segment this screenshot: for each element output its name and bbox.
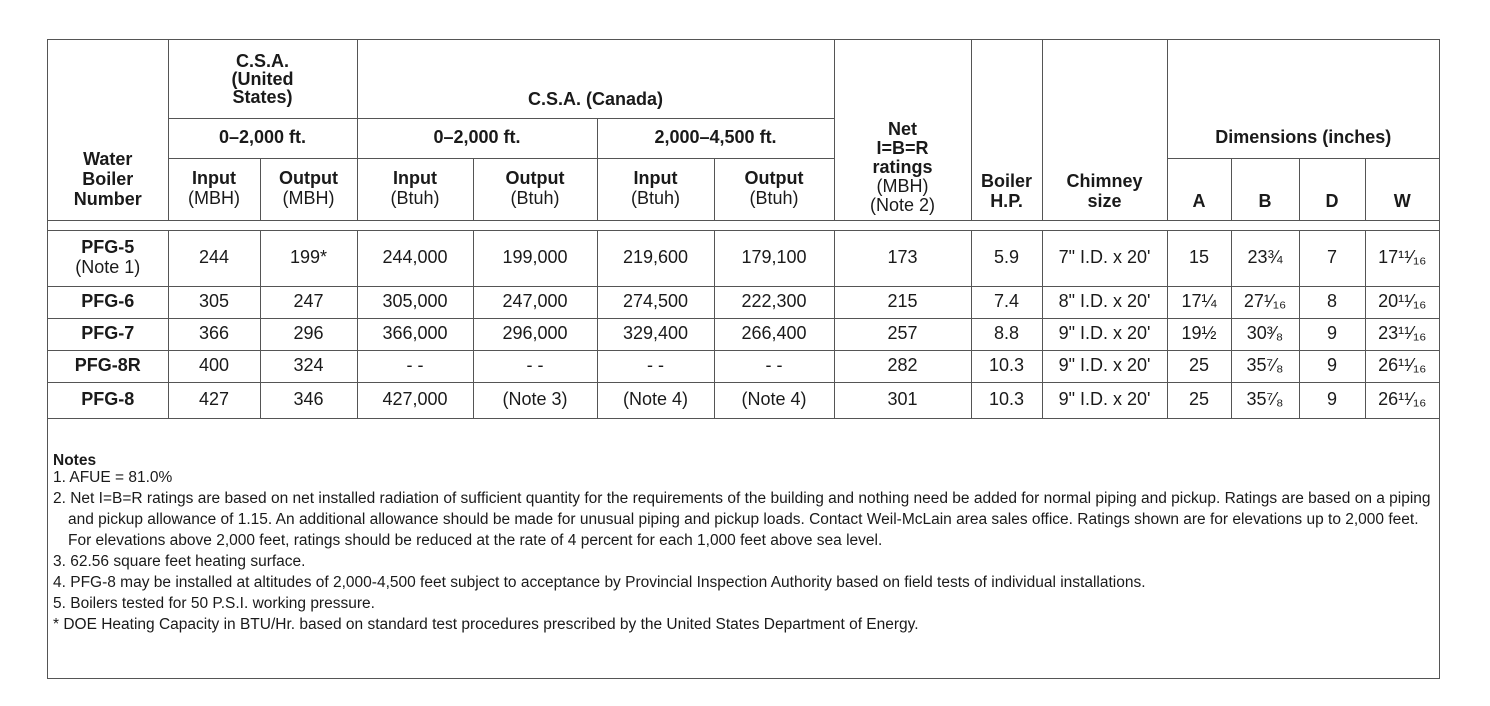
cell-w: 20¹¹⁄₁₆: [1365, 286, 1439, 318]
cell-a: 15: [1167, 230, 1231, 286]
table-row: [48, 350, 1439, 382]
cell-b: 35⁷⁄₈: [1231, 350, 1299, 382]
cell-ca-input-high: 274,500: [597, 286, 714, 318]
table-row: [48, 382, 1439, 418]
cell-b: 30³⁄₈: [1231, 318, 1299, 350]
cell-ca-output-high: (Note 4): [714, 382, 834, 418]
cell-ca-output-low: (Note 3): [473, 382, 597, 418]
cell-ca-input-high: 329,400: [597, 318, 714, 350]
note-3: 3. 62.56 square feet heating surface.: [53, 553, 306, 570]
cell-d: 9: [1299, 318, 1365, 350]
header-ca-output-low: Output (Btuh): [473, 158, 597, 220]
model-cell: PFG-6: [48, 286, 168, 318]
header-dimensions: Dimensions (inches): [1167, 118, 1439, 158]
cell-net: 257: [834, 318, 971, 350]
cell-d: 9: [1299, 350, 1365, 382]
cell-ca-output-high: 222,300: [714, 286, 834, 318]
cell-ca-output-low: 247,000: [473, 286, 597, 318]
cell-us-output: 199*: [260, 230, 357, 286]
cell-ca-input-low: 366,000: [357, 318, 473, 350]
boiler-spec-table: [48, 40, 1439, 428]
cell-w: 26¹¹⁄₁₆: [1365, 350, 1439, 382]
table-row: [48, 286, 1439, 318]
header-row-2: [48, 118, 1439, 158]
cell-b: 23¾: [1231, 230, 1299, 286]
cell-hp: 7.4: [971, 286, 1042, 318]
cell-net: 173: [834, 230, 971, 286]
cell-hp: 10.3: [971, 382, 1042, 418]
cell-ca-input-high: 219,600: [597, 230, 714, 286]
model-cell: PFG-5 (Note 1): [48, 230, 168, 286]
model-cell: PFG-7: [48, 318, 168, 350]
notes-title: Notes: [53, 452, 97, 469]
header-ca-input-low: Input (Btuh): [357, 158, 473, 220]
model-cell: PFG-8R: [48, 350, 168, 382]
note-4: 4. PFG-8 may be installed at altitudes of 2,000-4,500 feet subject to acceptance by Provincial Inspection Authority based on field tests of individual installations.: [53, 574, 1146, 591]
header-row-3: [48, 158, 1439, 220]
cell-ca-output-high: 266,400: [714, 318, 834, 350]
cell-us-input: 366: [168, 318, 260, 350]
cell-hp: 5.9: [971, 230, 1042, 286]
cell-hp: 8.8: [971, 318, 1042, 350]
cell-a: 25: [1167, 382, 1231, 418]
cell-chimney: 8" I.D. x 20': [1042, 286, 1167, 318]
cell-us-output: 346: [260, 382, 357, 418]
header-boiler-hp: Boiler H.P.: [971, 158, 1042, 220]
cell-ca-input-low: 244,000: [357, 230, 473, 286]
cell-us-input: 244: [168, 230, 260, 286]
cell-b: 27¹⁄₁₆: [1231, 286, 1299, 318]
header-csa-us: C.S.A. (United States): [168, 40, 357, 118]
spec-table-frame: [47, 39, 1440, 679]
cell-ca-input-low: 305,000: [357, 286, 473, 318]
header-altitude-canada-high: 2,000–4,500 ft.: [597, 118, 834, 158]
header-ca-input-high: Input (Btuh): [597, 158, 714, 220]
cell-chimney: 9" I.D. x 20': [1042, 382, 1167, 418]
cell-w: 17¹¹⁄₁₆: [1365, 230, 1439, 286]
cell-b: 35⁷⁄₈: [1231, 382, 1299, 418]
cell-ca-output-low: 296,000: [473, 318, 597, 350]
cell-ca-input-high: - -: [597, 350, 714, 382]
cell-us-output: 296: [260, 318, 357, 350]
cell-us-input: 305: [168, 286, 260, 318]
cell-d: 8: [1299, 286, 1365, 318]
cell-net: 215: [834, 286, 971, 318]
header-us-output: Output (MBH): [260, 158, 357, 220]
cell-chimney: 7" I.D. x 20': [1042, 230, 1167, 286]
table-row: [48, 230, 1439, 286]
header-csa-canada: C.S.A. (Canada): [357, 40, 834, 118]
header-row-1: [48, 40, 1439, 118]
note-2: 2. Net I=B=R ratings are based on net installed radiation of sufficient quantity for the requirements of the building and nothing need be added for normal piping and pickup. Ratings are based on a piping and pickup allowance of 1.15. An additional allowance should be made for unusual piping and pickup loads. Contact Weil-McLain area sales office. Ratings shown are for elevations up to 2,000 feet. For elevations above 2,000 feet, ratings should be reduced at the rate of 4 percent for each 1,000 feet above sea level.: [53, 490, 1431, 549]
note-star: * DOE Heating Capacity in BTU/Hr. based on standard test procedures prescribed by the United States Department of Energy.: [53, 616, 919, 633]
cell-ca-input-low: 427,000: [357, 382, 473, 418]
cell-a: 25: [1167, 350, 1231, 382]
header-dim-w: W: [1365, 158, 1439, 220]
cell-net: 282: [834, 350, 971, 382]
cell-ca-input-high: (Note 4): [597, 382, 714, 418]
cell-us-output: 324: [260, 350, 357, 382]
cell-ca-output-high: - -: [714, 350, 834, 382]
cell-ca-input-low: - -: [357, 350, 473, 382]
cell-us-input: 427: [168, 382, 260, 418]
cell-us-output: 247: [260, 286, 357, 318]
header-net-ratings: ratings (MBH) (Note 2): [834, 158, 971, 220]
header-dim-d: D: [1299, 158, 1365, 220]
cell-ca-output-low: - -: [473, 350, 597, 382]
cell-w: 23¹¹⁄₁₆: [1365, 318, 1439, 350]
cell-net: 301: [834, 382, 971, 418]
note-5: 5. Boilers tested for 50 P.S.I. working pressure.: [53, 595, 375, 612]
header-net-ratings-top: Net I=B=R: [834, 40, 971, 158]
table-row: [48, 318, 1439, 350]
header-ca-output-high: Output (Btuh): [714, 158, 834, 220]
header-chimney-size: Chimney size: [1042, 158, 1167, 220]
header-dim-b: B: [1231, 158, 1299, 220]
header-water-boiler-number: Water Boiler Number: [48, 40, 168, 220]
header-dim-a: A: [1167, 158, 1231, 220]
cell-ca-output-high: 179,100: [714, 230, 834, 286]
cell-chimney: 9" I.D. x 20': [1042, 350, 1167, 382]
cell-us-input: 400: [168, 350, 260, 382]
header-us-input: Input (MBH): [168, 158, 260, 220]
notes-section: [53, 450, 1435, 635]
header-altitude-us: 0–2,000 ft.: [168, 118, 357, 158]
cell-hp: 10.3: [971, 350, 1042, 382]
model-cell: PFG-8: [48, 382, 168, 418]
cell-a: 17¼: [1167, 286, 1231, 318]
cell-chimney: 9" I.D. x 20': [1042, 318, 1167, 350]
note-1: 1. AFUE = 81.0%: [53, 469, 173, 486]
cell-a: 19½: [1167, 318, 1231, 350]
header-altitude-canada-low: 0–2,000 ft.: [357, 118, 597, 158]
cell-d: 9: [1299, 382, 1365, 418]
cell-w: 26¹¹⁄₁₆: [1365, 382, 1439, 418]
cell-ca-output-low: 199,000: [473, 230, 597, 286]
cell-d: 7: [1299, 230, 1365, 286]
